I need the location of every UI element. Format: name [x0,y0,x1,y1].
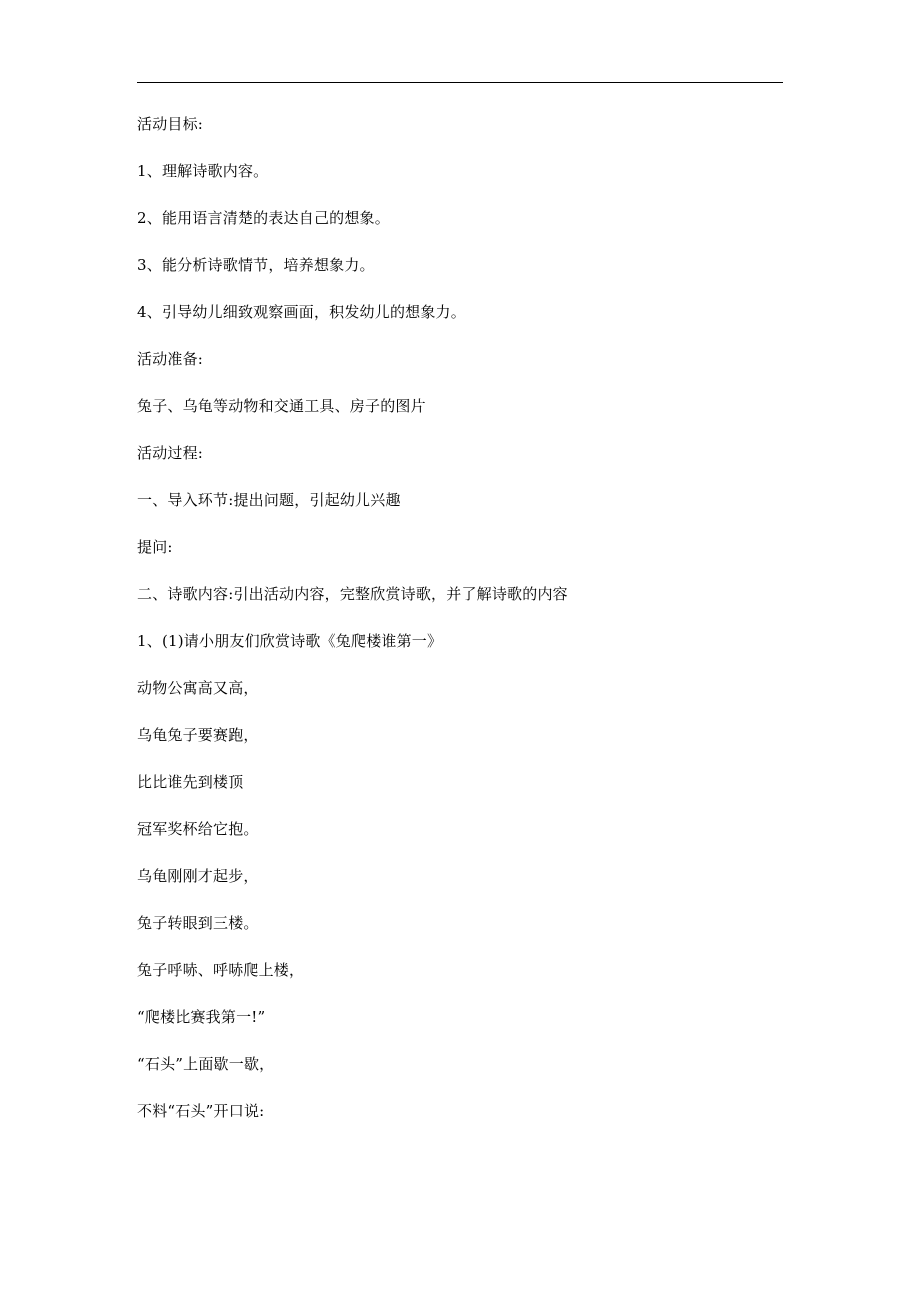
process-step-2: 二、诗歌内容:引出活动内容，完整欣赏诗歌，并了解诗歌的内容 [137,585,568,603]
poem-line: 动物公寓高又高， [137,679,259,697]
section-heading-preparation: 活动准备: [137,350,204,368]
goal-item-4: 4、引导幼儿细致观察画面，积发幼儿的想象力。 [137,303,466,321]
poem-line: 兔子转眼到三楼。 [137,914,259,932]
goal-item-1: 1、理解诗歌内容。 [137,162,269,180]
poem-line: 冠军奖杯给它抱。 [137,820,259,838]
document-body [137,110,783,1144]
goal-item-3: 3、能分析诗歌情节，培养想象力。 [137,256,375,274]
poem-line: 乌龟刚刚才起步， [137,867,259,885]
preparation-text: 兔子、乌龟等动物和交通工具、房子的图片 [137,397,426,415]
header-divider [137,82,783,83]
poem-line: “爬楼比赛我第一!” [137,1008,266,1026]
poem-line: 兔子呼哧、呼哧爬上楼， [137,961,305,979]
poem-line: “石头”上面歇一歇， [137,1055,275,1073]
poem-line: 乌龟兔子要赛跑， [137,726,259,744]
poem-line: 比比谁先到楼顶 [137,773,244,791]
section-heading-process: 活动过程: [137,444,204,462]
goal-item-2: 2、能用语言清楚的表达自己的想象。 [137,209,390,227]
poem-line: 不料“石头”开口说: [137,1102,265,1120]
question-label: 提问: [137,538,173,556]
poem-intro: 1、(1)请小朋友们欣赏诗歌《兔爬楼谁第一》 [137,632,443,650]
section-heading-goals: 活动目标: [137,115,204,133]
process-step-1: 一、导入环节:提出问题，引起幼儿兴趣 [137,491,401,509]
